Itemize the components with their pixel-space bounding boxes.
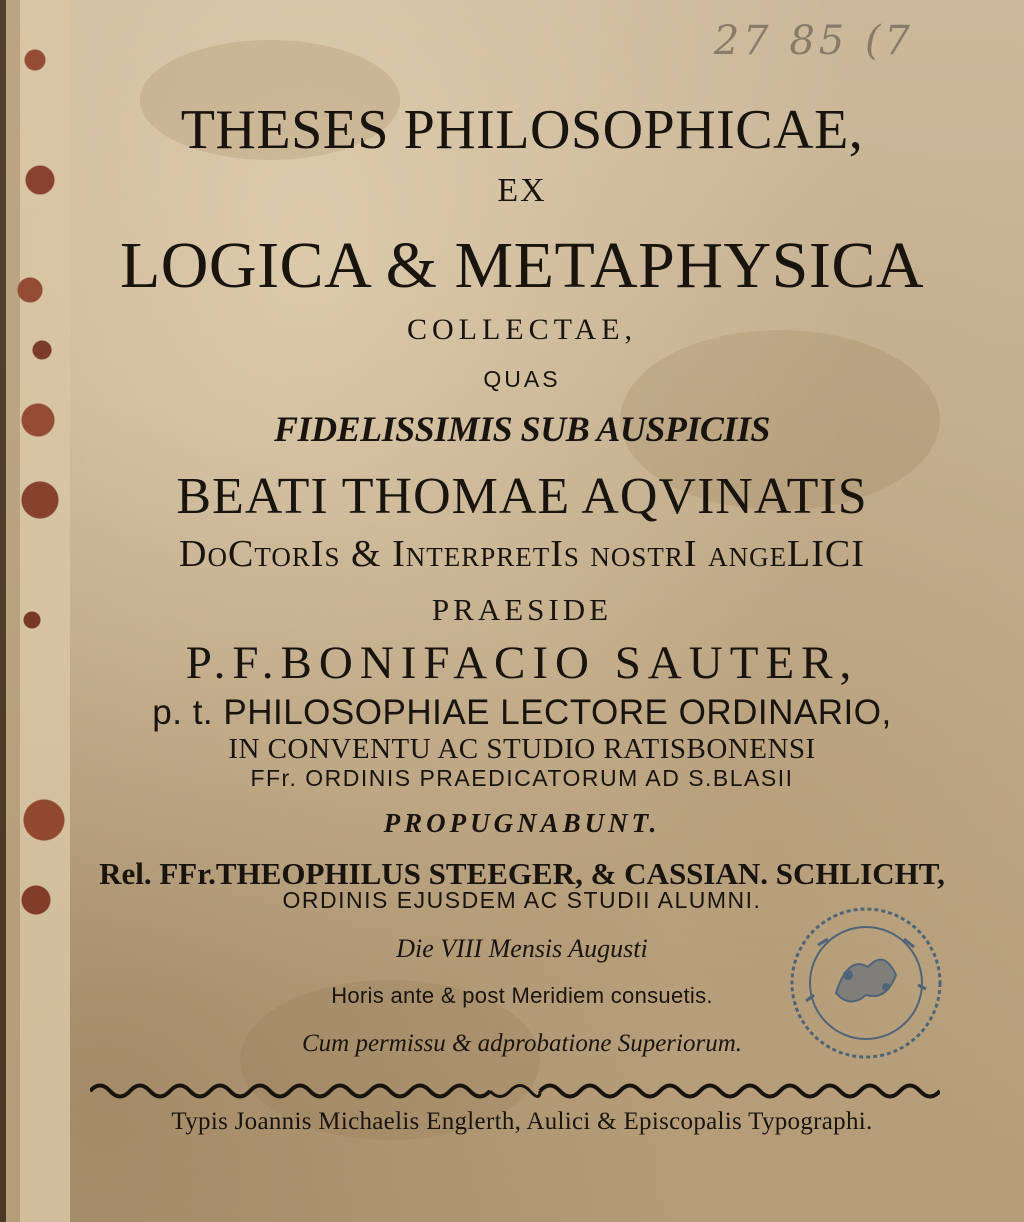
- title-ex: EX: [497, 172, 547, 209]
- hours-line: Horis ante & post Meridiem consuetis.: [331, 983, 713, 1008]
- president-name: P.F.BONIFACIO SAUTER,: [185, 637, 859, 689]
- order-line: FFr. ORDINIS PRAEDICATORUM AD S.BLASII: [250, 765, 794, 791]
- binding-edge: [0, 0, 70, 1222]
- alumni-line: ORDINIS EJUSDEM AC STUDII ALUMNI.: [282, 887, 762, 913]
- convent-line: IN CONVENTU AC STUDIO RATISBONENSI: [228, 733, 816, 765]
- doctor-angelicus-line: DoCtorIs & InterpretIs nostrI angeLICI: [179, 533, 865, 575]
- propugnabunt-line: PROPUGNABUNT.: [383, 808, 661, 838]
- praeside-line: PRAESIDE: [431, 592, 613, 627]
- imprint-line: Typis Joannis Michaelis Englerth, Aulici & Episcopalis Typographi.: [171, 1108, 873, 1135]
- permission-line: Cum permissu & adprobatione Superiorum.: [301, 1030, 743, 1057]
- handwritten-shelfmark: 27 85 (7: [713, 18, 914, 64]
- defendants-line: Rel. FFr.THEOPHILUS STEEGER, & CASSIAN. SCHLICHT,: [99, 856, 945, 891]
- main-title: THESES PHILOSOPHICAE,: [180, 99, 864, 161]
- aquinas-line: BEATI THOMAE AQVINATIS: [176, 468, 868, 525]
- library-stamp: [788, 905, 944, 1061]
- ornamental-rule: [90, 1080, 940, 1102]
- date-line: Die VIII Mensis Augusti: [396, 934, 648, 963]
- lector-title: p. t. PHILOSOPHIAE LECTORE ORDINARIO,: [152, 693, 892, 732]
- subject-title: LOGICA & METAPHYSICA: [119, 229, 925, 302]
- auspices-line: FIDELISSIMIS SUB AUSPICIIS: [274, 409, 770, 449]
- collectae-line: COLLECTAE,: [406, 313, 638, 346]
- quas-line: QUAS: [483, 366, 561, 392]
